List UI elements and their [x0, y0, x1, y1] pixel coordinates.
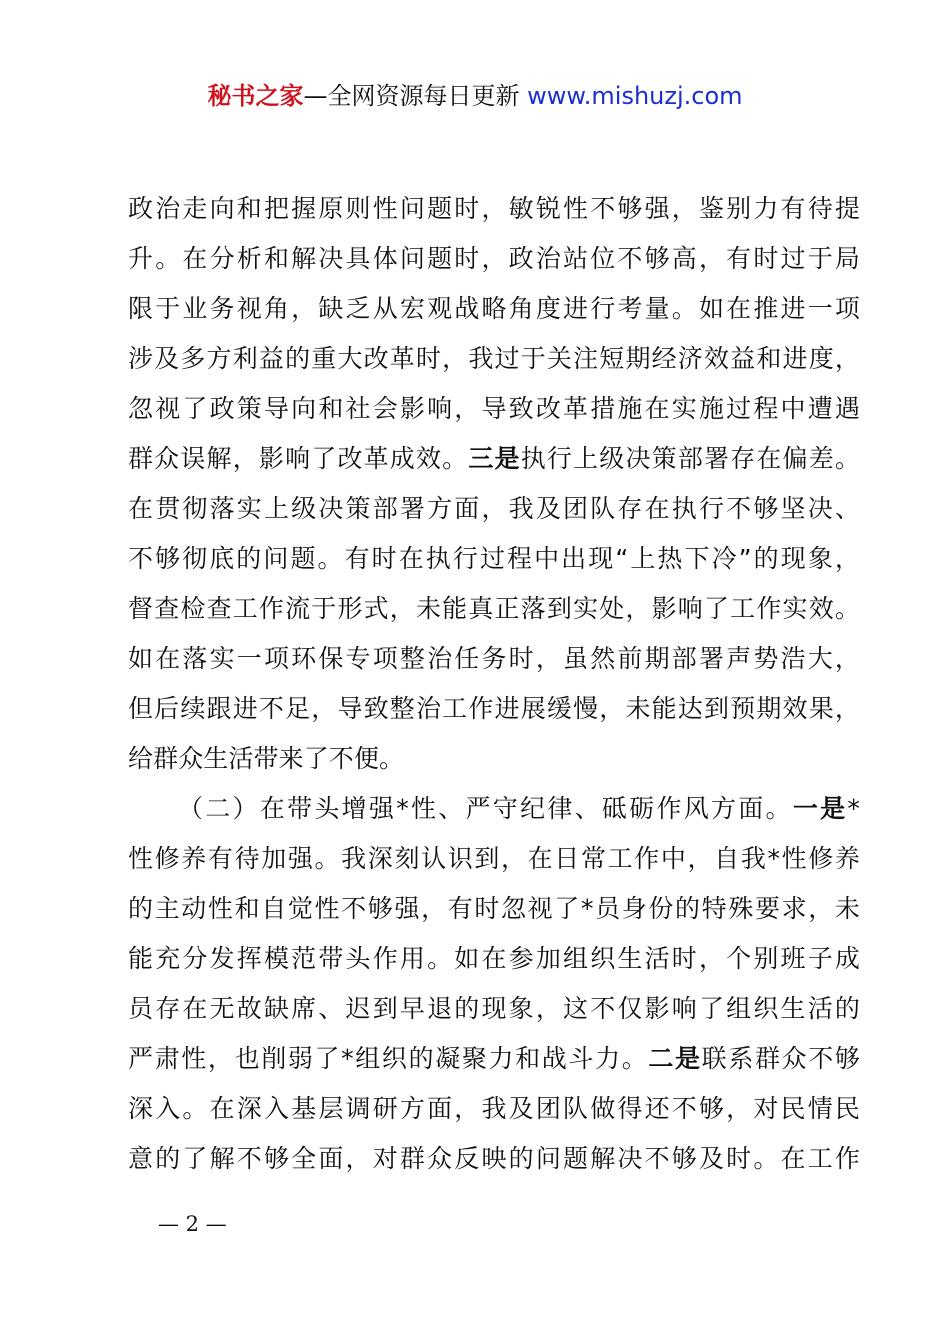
text-segment: 联系群众不够: [701, 1044, 860, 1073]
text-line: [128, 1034, 860, 1084]
text-segment: （二）在带头增强*性、严守纪律、砥砺作风方面。: [178, 794, 793, 823]
text-line: [128, 734, 860, 784]
text-segment: 升。在分析和解决具体问题时，政治站位不够高，有时过于局: [128, 244, 860, 273]
text-line: [128, 434, 860, 484]
text-segment: 员存在无故缺席、迟到早退的现象，这不仅影响了组织生活的: [128, 994, 860, 1023]
banner-tagline: —全网资源每日更新: [303, 82, 528, 110]
text-line: [128, 584, 860, 634]
text-line: [128, 1084, 860, 1134]
text-segment: 政治走向和把握原则性问题时，敏锐性不够强，鉴别力有待提: [128, 194, 860, 223]
text-segment: 能充分发挥模范带头作用。如在参加组织生活时，个别班子成: [128, 944, 860, 973]
text-segment: 涉及多方利益的重大改革时，我过于关注短期经济效益和进度，: [128, 344, 860, 373]
text-segment: 督查检查工作流于形式，未能真正落到实处，影响了工作实效。: [128, 594, 860, 623]
bold-text-segment: 二是: [648, 1044, 702, 1073]
text-line: [128, 234, 860, 284]
text-segment: 意的了解不够全面，对群众反映的问题解决不够及时。在工作: [128, 1144, 860, 1173]
text-line: [128, 934, 860, 984]
text-segment: 给群众生活带来了不便。: [128, 744, 405, 773]
text-line: [128, 534, 860, 584]
text-segment: 执行上级决策部署存在偏差。: [520, 444, 861, 473]
bold-text-segment: 一是: [792, 794, 848, 823]
text-line: [128, 484, 860, 534]
text-line: [128, 784, 860, 834]
bold-text-segment: 三是: [468, 444, 521, 473]
text-segment: 在贯彻落实上级决策部署方面，我及团队存在执行不够坚决、: [128, 494, 860, 523]
text-segment: 群众误解，影响了改革成效。: [128, 444, 469, 473]
text-segment: 限于业务视角，缺乏从宏观战略角度进行考量。如在推进一项: [128, 294, 860, 323]
text-line: [128, 684, 860, 734]
text-line: [128, 334, 860, 384]
text-line: [128, 834, 860, 884]
banner-brand: 秘书之家: [207, 82, 304, 110]
text-line: [128, 284, 860, 334]
text-segment: 的主动性和自觉性不够强，有时忽视了*员身份的特殊要求，未: [128, 894, 860, 923]
text-segment: *: [847, 794, 860, 823]
website-banner: [0, 80, 950, 112]
text-line: [128, 184, 860, 234]
text-segment: 深入。在深入基层调研方面，我及团队做得还不够，对民情民: [128, 1094, 860, 1123]
text-segment: 性修养有待加强。我深刻认识到，在日常工作中，自我*性修养: [128, 844, 860, 873]
text-segment: 忽视了政策导向和社会影响，导致改革措施在实施过程中遭遇: [128, 394, 860, 423]
text-line: [128, 884, 860, 934]
text-segment: 不够彻底的问题。有时在执行过程中出现“上热下冷”的现象，: [128, 544, 860, 573]
text-line: [128, 634, 860, 684]
banner-url-link[interactable]: www.mishuzj.com: [527, 82, 743, 110]
text-segment: 但后续跟进不足，导致整治工作进展缓慢，未能达到预期效果，: [128, 694, 860, 723]
page-number: — 2 —: [158, 1212, 227, 1236]
document-body: [128, 184, 860, 1184]
text-segment: 严肃性，也削弱了*组织的凝聚力和战斗力。: [128, 1044, 649, 1073]
text-line: [128, 1134, 860, 1184]
text-segment: 如在落实一项环保专项整治任务时，虽然前期部署声势浩大，: [128, 644, 860, 673]
text-line: [128, 984, 860, 1034]
text-line: [128, 384, 860, 434]
